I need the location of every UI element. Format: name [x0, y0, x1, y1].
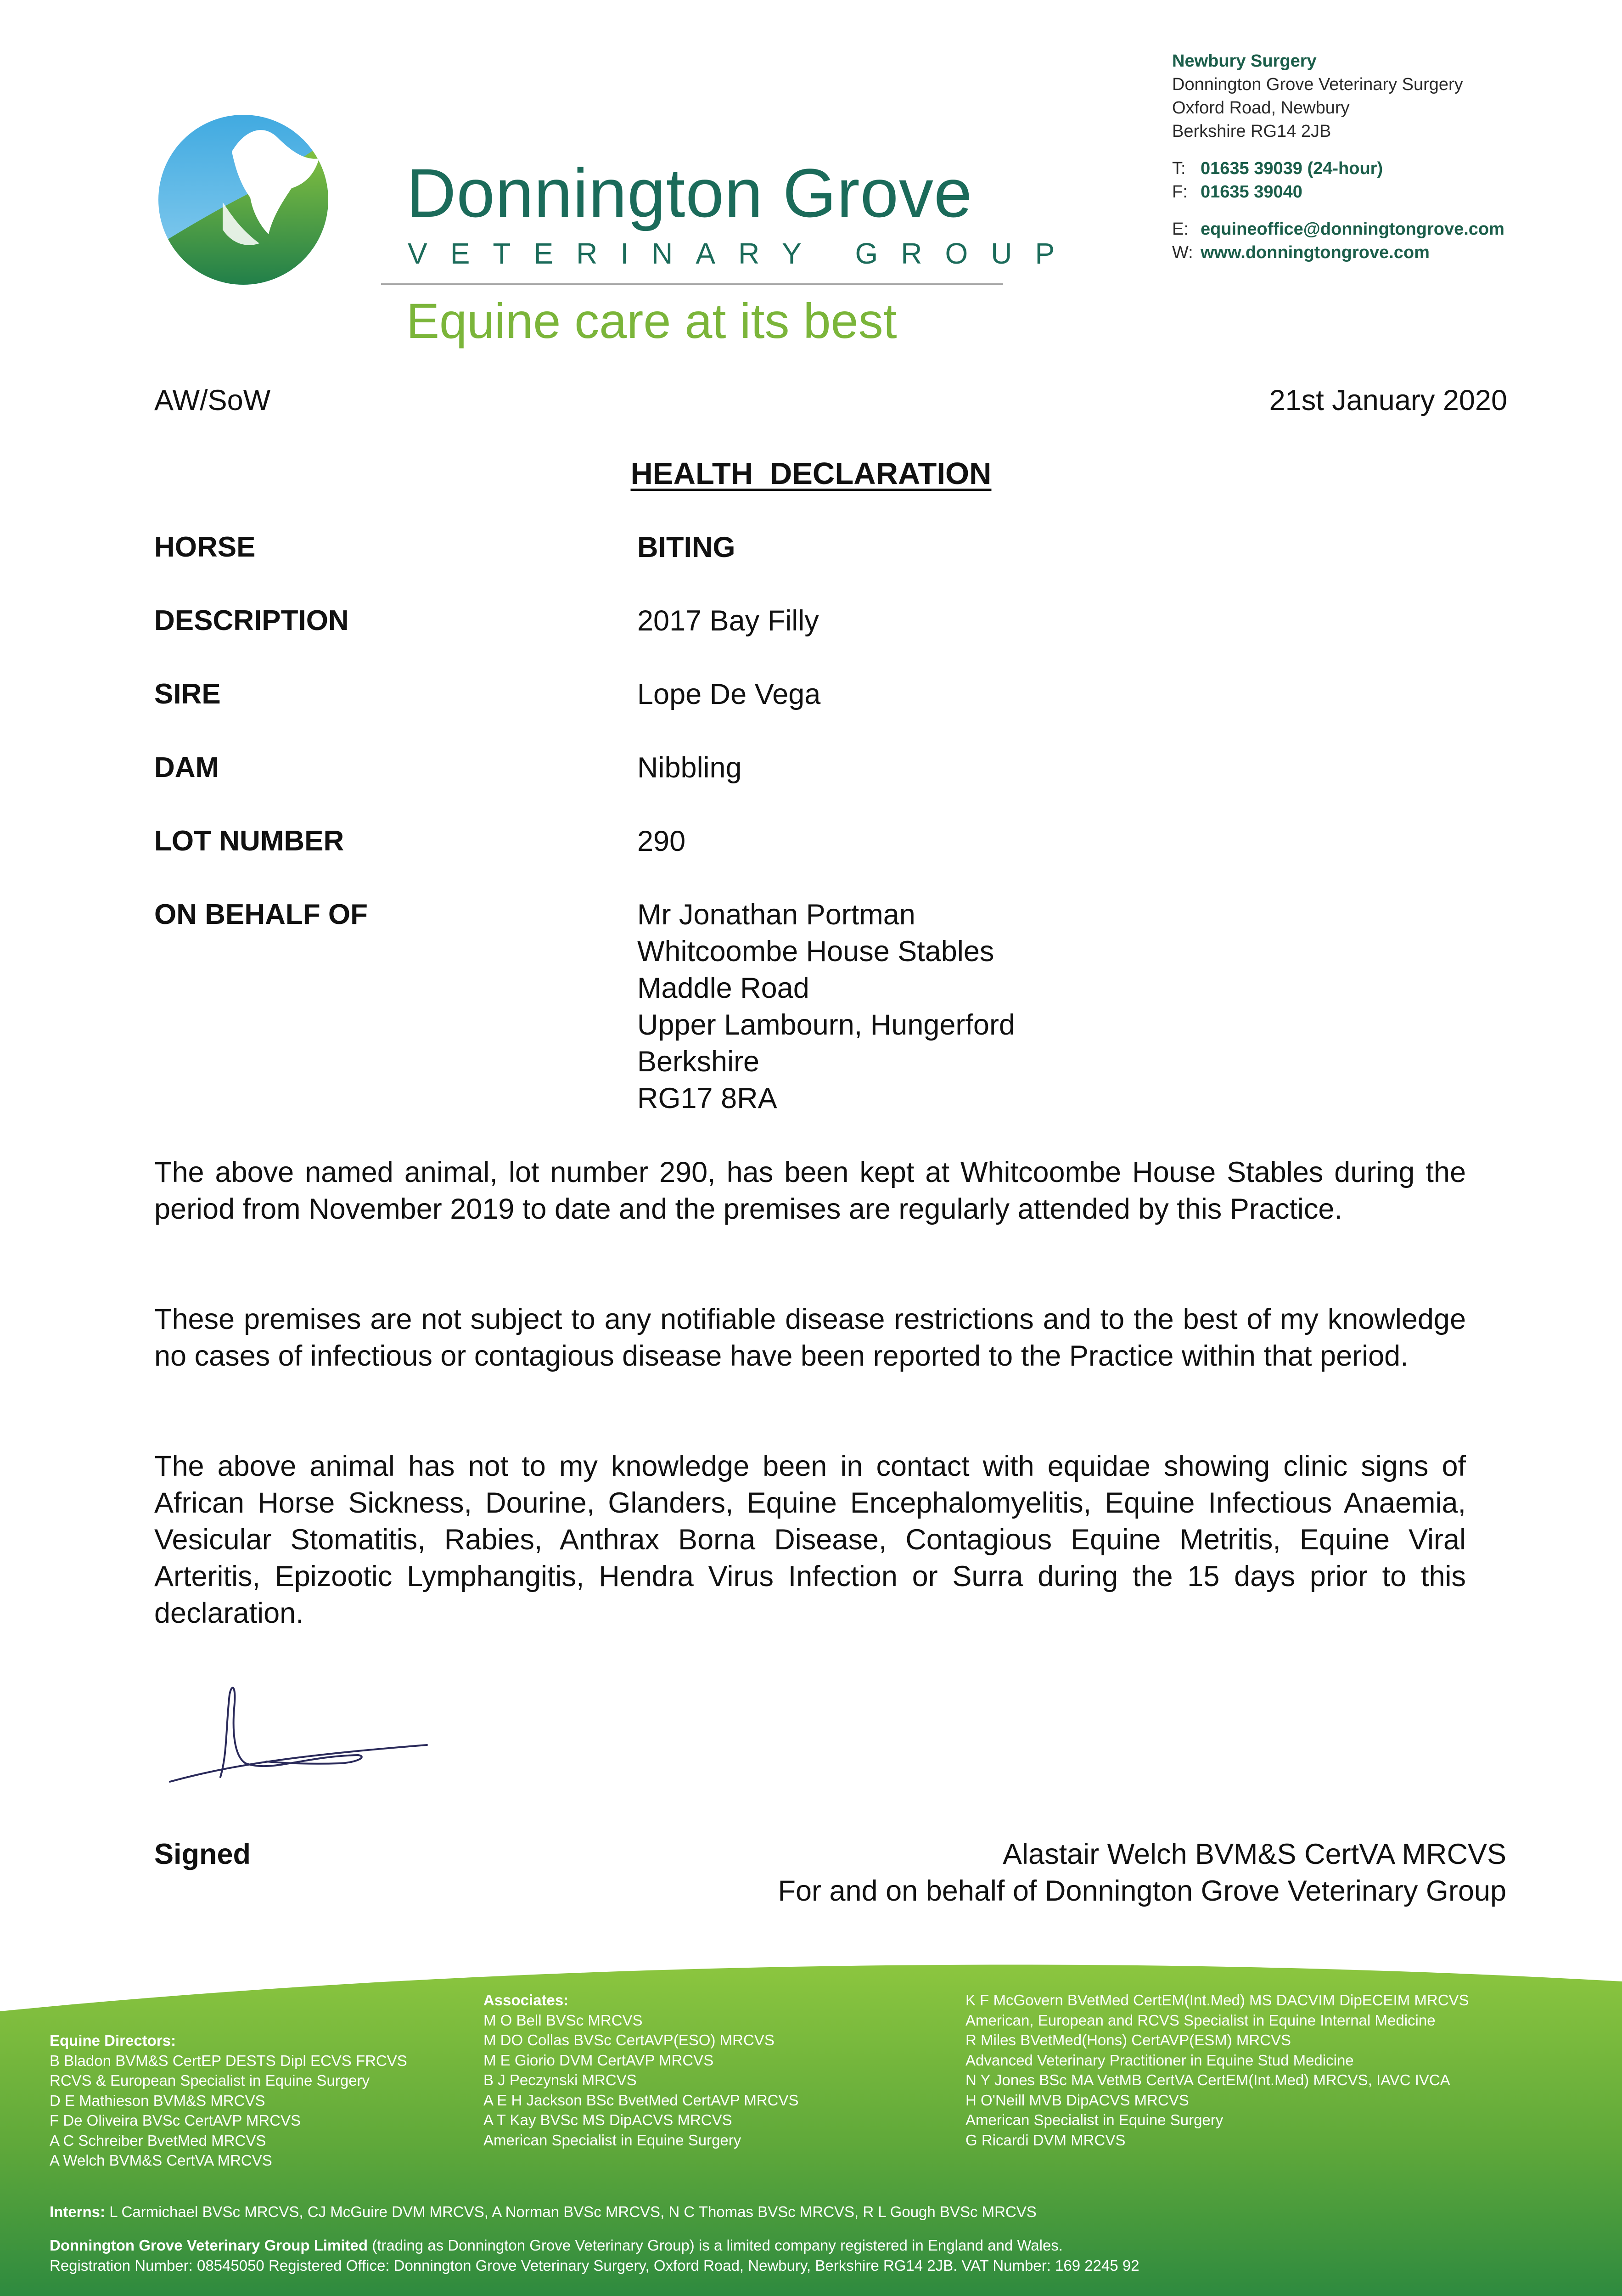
footer-associates-continued — [965, 1990, 1469, 2150]
interns-list: L Carmichael BVSc MRCVS, CJ McGuire DVM MRCVS, A Norman BVSc MRCVS, N C Thomas BVSc MRCVS, R L Gough BVSc MRCVS — [109, 2203, 1037, 2220]
contact-block — [1172, 50, 1613, 264]
signer-block — [778, 1836, 1506, 1909]
footer-company-info — [50, 2235, 1139, 2275]
associate-line: N Y Jones BSc MA VetMB CertVA CertEM(Int.Med) MRCVS, IAVC IVCA — [965, 2071, 1450, 2088]
address-line: Mr Jonathan Portman — [637, 899, 915, 931]
logo-horse-icon — [154, 110, 333, 289]
phone-row — [1172, 157, 1613, 180]
associate-line: K F McGovern BVetMed CertEM(Int.Med) MS DACVIM DipECEIM MRCVS — [965, 1992, 1469, 2009]
associate-line: M O Bell BVSc MRCVS — [483, 2011, 643, 2029]
company-registration: Registration Number: 08545050 Registered Office: Donnington Grove Veterinary Surgery, Oxford Road, Newbury, Berkshire RG14 2JB. VAT Number: 169 2245 92 — [50, 2257, 1139, 2274]
associate-line: Advanced Veterinary Practitioner in Equine Stud Medicine — [965, 2051, 1354, 2069]
on-behalf-label: ON BEHALF OF — [154, 899, 368, 930]
associate-line: R Miles BVetMed(Hons) CertAVP(ESM) MRCVS — [965, 2032, 1291, 2048]
director-line: A Welch BVM&S CertVA MRCVS — [50, 2152, 272, 2169]
associates-heading: Associates: — [483, 1992, 569, 2009]
on-behalf-address — [637, 896, 1015, 1117]
email-label: E: — [1172, 219, 1189, 239]
director-line: D E Mathieson BVM&S MRCVS — [50, 2092, 265, 2109]
footer-directors — [50, 2031, 407, 2171]
dam-label: DAM — [154, 752, 219, 783]
web-row — [1172, 241, 1613, 264]
address-line: Berkshire — [637, 1046, 760, 1078]
letter-date: 21st January 2020 — [1269, 384, 1507, 416]
email-link[interactable]: equineoffice@donningtongrove.com — [1201, 219, 1504, 239]
website-link[interactable]: www.donningtongrove.com — [1201, 243, 1430, 262]
associate-line: A E H Jackson BSc BvetMed CertAVP MRCVS — [483, 2091, 799, 2109]
brand-name: Donnington Grove — [406, 154, 973, 231]
signed-label: Signed — [154, 1838, 251, 1870]
associate-line: A T Kay BVSc MS DipACVS MRCVS — [483, 2111, 732, 2128]
director-line: B Bladon BVM&S CertEP DESTS Dipl ECVS FRCVS — [50, 2052, 407, 2069]
sire-value: Lope De Vega — [637, 678, 821, 710]
associate-line: American Specialist in Equine Surgery — [965, 2111, 1224, 2128]
director-line: F De Oliveira BVSc CertAVP MRCVS — [50, 2112, 301, 2129]
email-row — [1172, 218, 1613, 241]
phone-label: T: — [1172, 159, 1186, 178]
directors-heading: Equine Directors: — [50, 2032, 176, 2049]
dam-value: Nibbling — [637, 752, 742, 784]
address-line: Upper Lambourn, Hungerford — [637, 1009, 1015, 1041]
brand-subtitle: VETERINARY GROUP — [408, 237, 1078, 270]
associate-line: M E Giorio DVM CertAVP MRCVS — [483, 2051, 714, 2069]
address-line: RG17 8RA — [637, 1082, 777, 1114]
associate-line: American, European and RCVS Specialist in Equine Internal Medicine — [965, 2011, 1436, 2029]
director-line: A C Schreiber BvetMed MRCVS — [50, 2132, 266, 2149]
signer-behalf: For and on behalf of Donnington Grove Veterinary Group — [778, 1875, 1506, 1907]
web-label: W: — [1172, 243, 1193, 262]
director-line: RCVS & European Specialist in Equine Surgery — [50, 2072, 370, 2089]
associate-line: H O'Neill MVB DipACVS MRCVS — [965, 2091, 1189, 2109]
lot-number-label: LOT NUMBER — [154, 825, 344, 857]
company-name: Donnington Grove Veterinary Group Limited — [50, 2237, 368, 2254]
declaration-paragraph: The above animal has not to my knowledge been in contact with equidae showing clinic signs of African Horse Sickness, Dourine, Glanders, Equine Encephalomyelitis, Equine Infectious Anaemia, Vesicular Stomatitis, Rabies, Anthrax Borna Disease, Contagious Equine Metritis, Equine Viral Arteritis, Epizootic Lymphangitis, Hendra Virus Infection or Surra during the 15 days prior to this declaration. — [154, 1450, 1466, 1629]
description-label: DESCRIPTION — [154, 605, 349, 636]
document-title — [0, 456, 1622, 492]
associate-line: G Ricardi DVM MRCVS — [965, 2131, 1126, 2149]
fax-row — [1172, 180, 1613, 204]
horse-value: BITING — [637, 531, 735, 563]
sire-label: SIRE — [154, 678, 221, 710]
declaration-paragraph: The above named animal, lot number 290, has been kept at Whitcoombe House Stables during the period from November 2019 to date and the premises are regularly attended by this Practice. — [154, 1156, 1466, 1225]
address-line: Oxford Road, Newbury — [1172, 98, 1350, 118]
description-value: 2017 Bay Filly — [637, 605, 819, 637]
handwritten-signature — [165, 1676, 432, 1791]
address-line: Berkshire RG14 2JB — [1172, 122, 1331, 141]
associate-line: American Specialist in Equine Surgery — [483, 2131, 741, 2149]
footer-associates — [483, 1990, 799, 2150]
address-line: Donnington Grove Veterinary Surgery — [1172, 75, 1463, 94]
associate-line: B J Peczynski MRCVS — [483, 2071, 637, 2088]
declaration-paragraph: These premises are not subject to any notifiable disease restrictions and to the best of my knowledge no cases of infectious or contagious disease have been reported to the Practice within that period. — [154, 1303, 1466, 1372]
interns-label: Interns: — [50, 2203, 106, 2220]
address-line: Whitcoombe House Stables — [637, 935, 994, 968]
fax-label: F: — [1172, 182, 1188, 202]
letter-reference: AW/SoW — [154, 384, 271, 416]
fax-number: 01635 39040 — [1201, 182, 1302, 202]
lot-number-value: 290 — [637, 825, 686, 857]
footer-interns — [50, 2202, 1037, 2222]
company-note: (trading as Donnington Grove Veterinary Group) is a limited company registered in England and Wales. — [372, 2237, 1063, 2254]
brand-tagline: Equine care at its best — [406, 293, 897, 349]
address-line: Maddle Road — [637, 972, 809, 1004]
horse-label: HORSE — [154, 531, 256, 563]
signer-name: Alastair Welch BVM&S CertVA MRCVS — [1003, 1838, 1506, 1870]
surgery-name: Newbury Surgery — [1172, 51, 1317, 71]
associate-line: M DO Collas BVSc CertAVP(ESO) MRCVS — [483, 2032, 775, 2048]
phone-number[interactable]: 01635 39039 (24-hour) — [1201, 159, 1383, 178]
brand-divider — [381, 283, 1003, 285]
document-title-text: HEALTH DECLARATION — [630, 456, 992, 491]
